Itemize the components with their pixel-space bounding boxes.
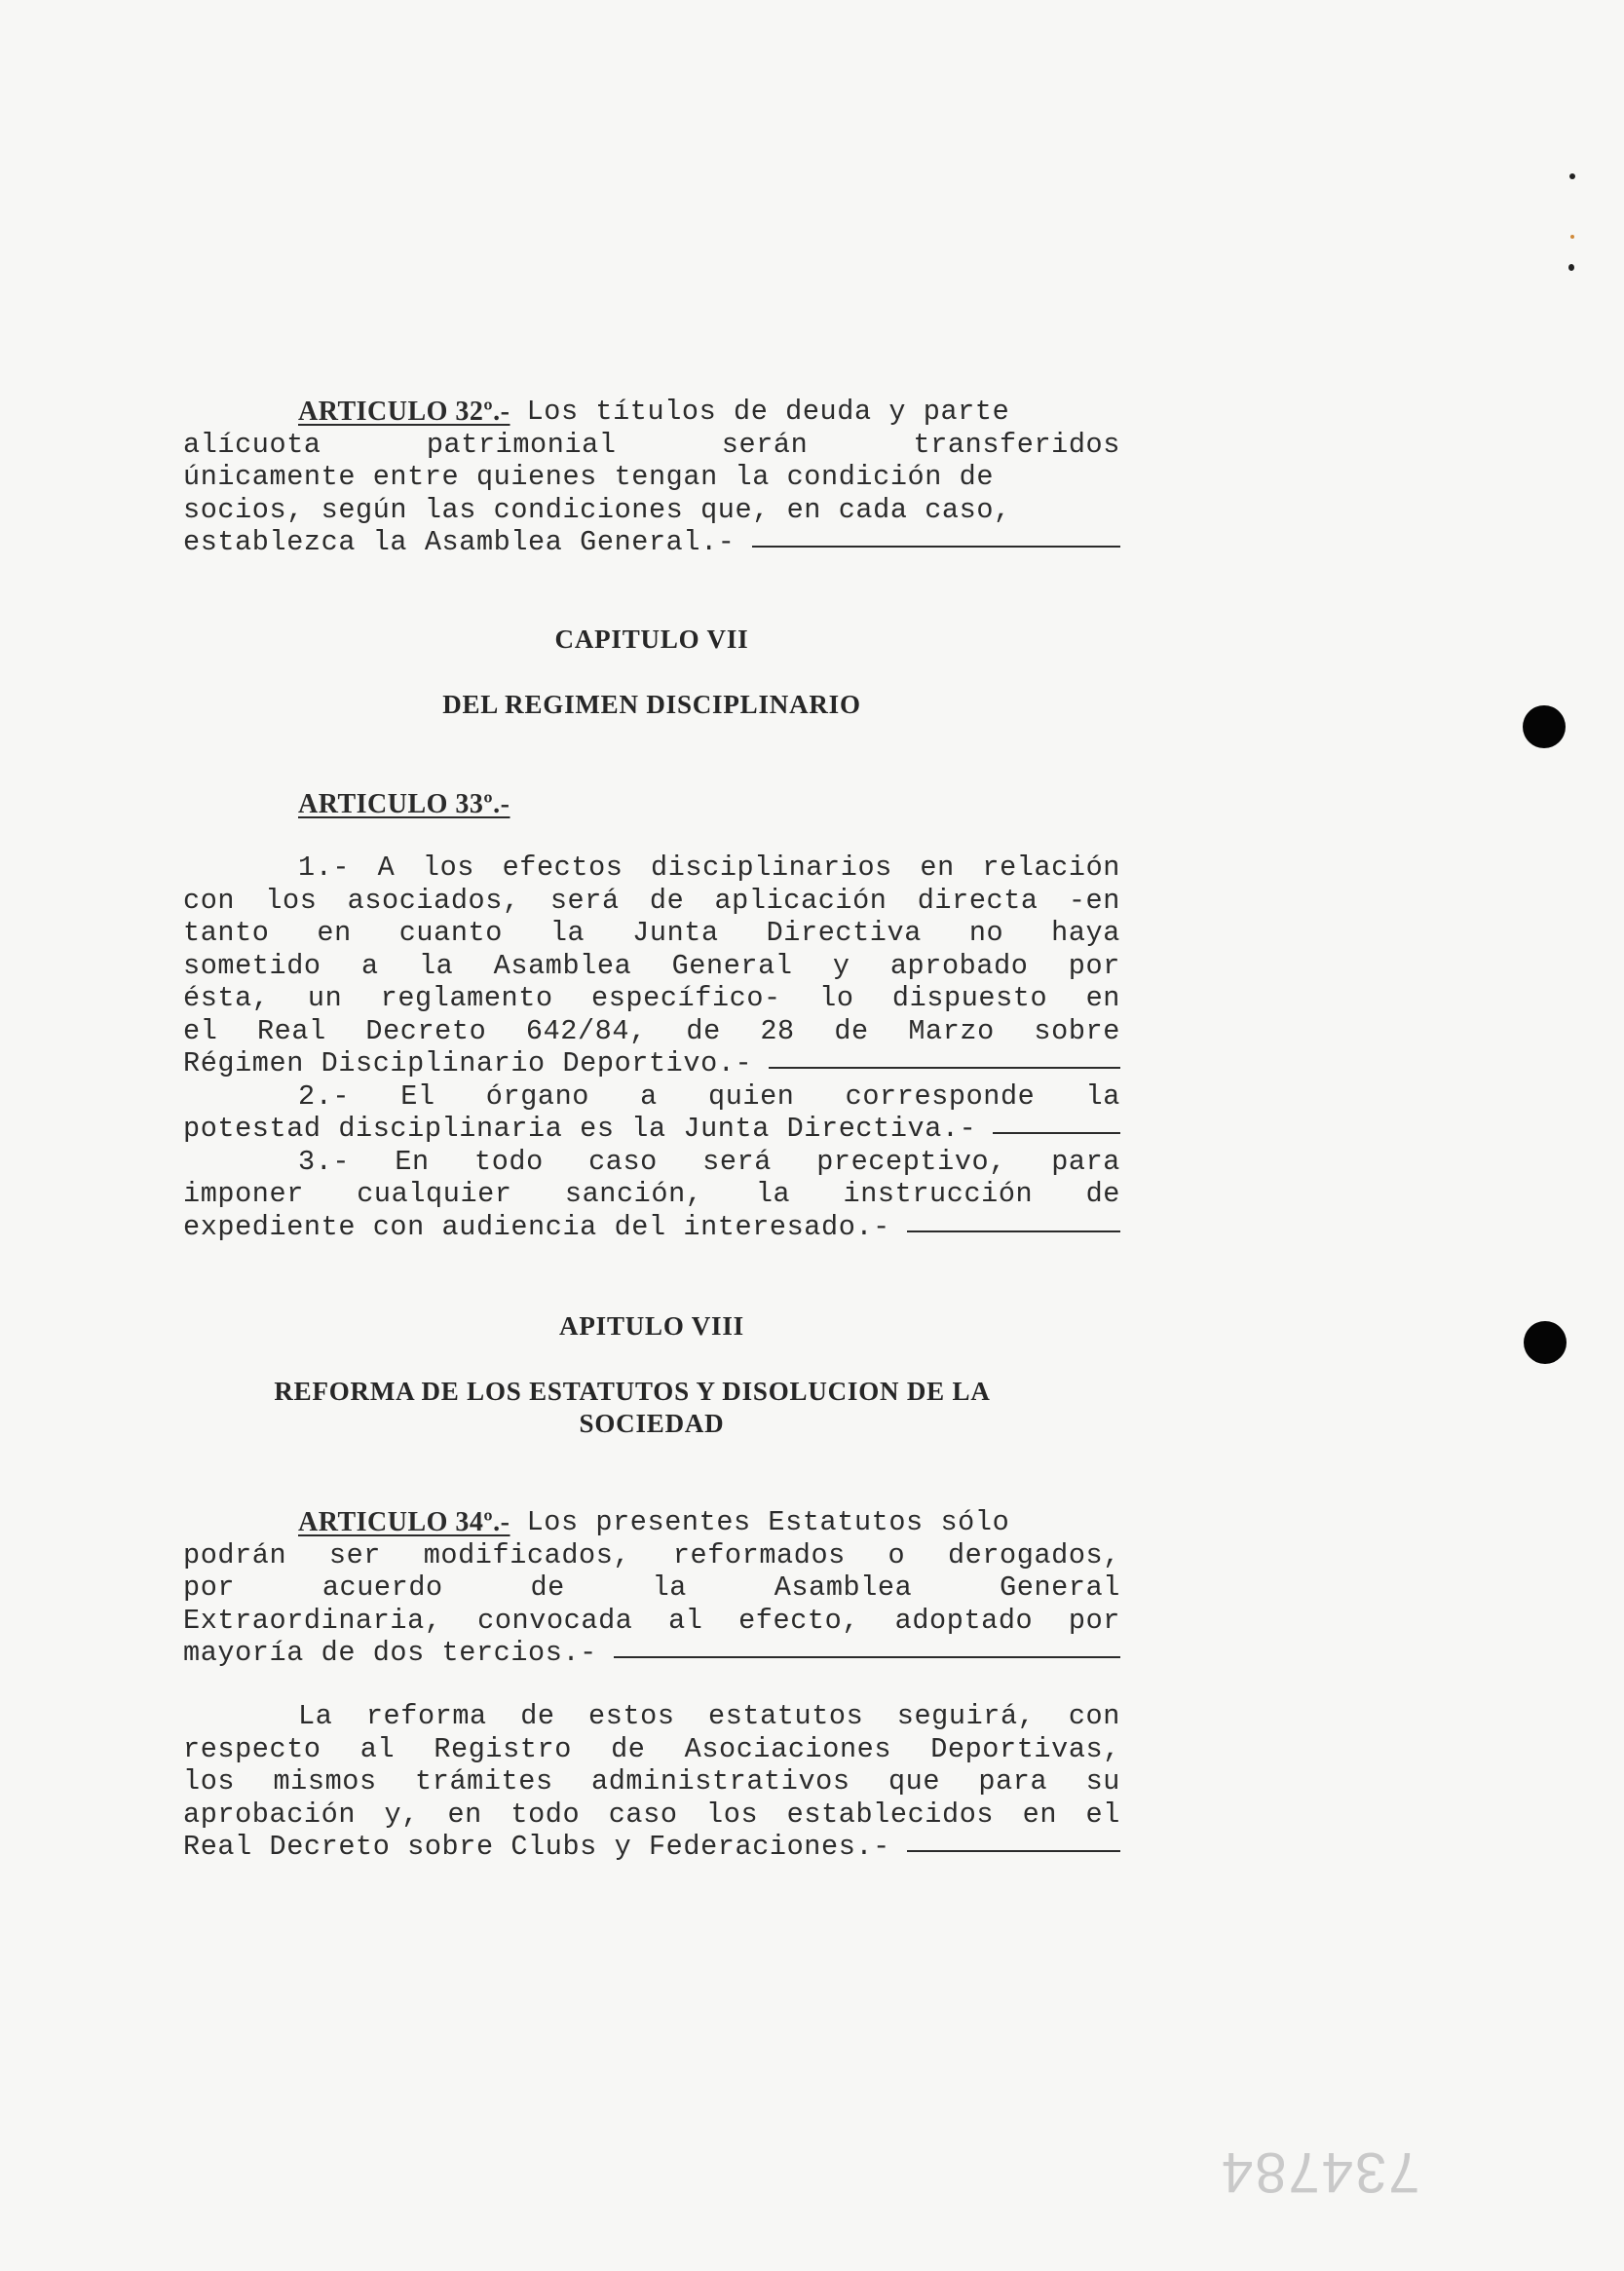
word: ésta,	[183, 982, 270, 1014]
article-33-p1-line-2	[183, 885, 1120, 918]
article-32-text-4: socios, según las condiciones que, en cada caso,	[183, 493, 1011, 526]
word: corresponde	[845, 1079, 1036, 1113]
word: podrán	[183, 1538, 287, 1571]
article-32-line-1	[183, 396, 1120, 429]
word: modificados,	[423, 1538, 631, 1571]
article-34-paragraph-2	[183, 1700, 1120, 1864]
article-34-p2-text-2	[183, 1733, 1120, 1766]
article-33-p1-text-1	[298, 852, 1120, 885]
word: en	[317, 917, 352, 949]
article-32-word-2: patrimonial	[426, 428, 617, 461]
word: adoptado	[894, 1604, 1034, 1637]
word: de	[649, 884, 685, 917]
chapter-7-subtitle: DEL REGIMEN DISCIPLINARIO	[442, 690, 861, 719]
article-33-p1-text-6	[183, 1015, 1120, 1048]
article-33-p1-line-5	[183, 982, 1120, 1015]
article-33-p3-line-2	[183, 1178, 1120, 1211]
word: asociados,	[347, 884, 520, 917]
article-33-p2-line-1	[183, 1080, 1120, 1114]
article-33-label: ARTICULO 33º.-	[298, 789, 510, 819]
article-32	[183, 396, 1120, 559]
word: de	[1085, 1178, 1120, 1210]
article-34-line-3	[183, 1571, 1120, 1605]
word: específico-	[591, 982, 781, 1014]
word: reforma	[365, 1700, 487, 1732]
speck-1	[1569, 173, 1575, 179]
word: estos	[588, 1700, 675, 1732]
word: será	[549, 884, 620, 917]
article-34-p2-text-4	[183, 1798, 1120, 1832]
article-34-p2-text-3	[183, 1765, 1120, 1798]
word: Asamblea	[774, 1571, 913, 1604]
word: por	[1068, 949, 1120, 982]
article-33-p1-text-3	[183, 917, 1120, 950]
article-34-p2-line-2	[183, 1733, 1120, 1766]
speck-2	[1570, 235, 1574, 239]
article-34-text-4	[183, 1605, 1120, 1638]
word: aprobado	[889, 949, 1029, 982]
fill-rule	[907, 1211, 1120, 1232]
word: Junta	[632, 917, 719, 949]
word: Directiva	[766, 917, 922, 949]
word: derogados,	[947, 1538, 1120, 1571]
article-34-text-2	[183, 1539, 1120, 1572]
article-34-p2-line-1	[183, 1700, 1120, 1733]
word: General	[1000, 1571, 1120, 1604]
word: por	[1068, 1604, 1120, 1637]
word: tanto	[183, 917, 270, 949]
word: los	[422, 852, 475, 884]
word: el	[1085, 1798, 1120, 1831]
article-33-body	[183, 852, 1120, 1243]
word: caso	[588, 1145, 658, 1178]
word: directa	[917, 884, 1039, 917]
word: en	[920, 852, 955, 884]
article-33-p1-text-2	[183, 885, 1120, 918]
word: sometido	[183, 949, 321, 982]
word: El	[400, 1079, 435, 1113]
article-34-p2-text-5: Real Decreto sobre Clubs y Federaciones.-	[183, 1831, 890, 1863]
word: convocada	[477, 1604, 633, 1637]
article-33-p3-text-2	[183, 1178, 1120, 1211]
article-33-p2-line-2	[183, 1113, 1120, 1146]
word: los	[706, 1798, 759, 1831]
word: a	[360, 949, 379, 982]
fill-rule	[769, 1047, 1120, 1069]
word: Asociaciones	[684, 1732, 892, 1765]
word: aprobación	[183, 1798, 357, 1831]
word: el	[183, 1014, 218, 1047]
fill-rule	[993, 1113, 1120, 1134]
article-33-p1-text-5	[183, 982, 1120, 1015]
word: lo	[819, 982, 854, 1014]
word: para	[1051, 1145, 1120, 1178]
word: Registro	[434, 1732, 572, 1765]
word: en	[1022, 1798, 1058, 1831]
article-33-p1-line-1	[183, 852, 1120, 885]
article-33-p3-text-3: expediente con audiencia del interesado.-	[183, 1210, 890, 1243]
article-33-p1-line-6	[183, 1015, 1120, 1048]
word: administrativos	[591, 1765, 850, 1798]
word: acuerdo	[321, 1571, 443, 1604]
chapter-7-title: CAPITULO VII	[554, 625, 749, 654]
word: 28	[760, 1014, 795, 1047]
word: disciplinarios	[651, 852, 892, 884]
word: en	[447, 1798, 482, 1831]
article-34-label: ARTICULO 34º.-	[298, 1507, 510, 1537]
word: respecto	[183, 1732, 321, 1765]
article-32-line-5	[183, 526, 1120, 559]
article-33-p1-text-4	[183, 950, 1120, 983]
word: no	[968, 917, 1004, 949]
article-32-line-2	[183, 429, 1120, 462]
article-34	[183, 1506, 1120, 1670]
word: con	[183, 884, 236, 917]
fill-rule	[614, 1637, 1120, 1658]
chapter-8-title: APITULO VIII	[559, 1311, 744, 1341]
article-32-line-3	[183, 461, 1120, 494]
word: Real	[256, 1014, 326, 1047]
word: Decreto	[365, 1014, 487, 1047]
article-32-text-5: establezca la Asamblea General.-	[183, 526, 736, 558]
word: preceptivo,	[816, 1145, 1006, 1178]
word: dispuesto	[891, 982, 1048, 1014]
fill-rule	[907, 1831, 1120, 1852]
article-33	[183, 788, 1120, 821]
punch-hole-top	[1523, 705, 1566, 748]
word: relación	[982, 852, 1120, 884]
article-32-label: ARTICULO 32º.-	[298, 397, 510, 427]
word: que	[888, 1765, 941, 1798]
article-33-p3-line-3	[183, 1211, 1120, 1244]
word: caso	[608, 1798, 678, 1831]
word: A	[377, 852, 396, 884]
word: la	[1085, 1079, 1120, 1113]
article-34-text-1: Los presentes Estatutos sólo	[526, 1506, 1010, 1538]
word: o	[888, 1538, 906, 1571]
word: mismos	[273, 1765, 377, 1798]
word: de	[520, 1700, 555, 1732]
word: Extraordinaria,	[183, 1604, 442, 1637]
word: La	[298, 1700, 333, 1732]
word: trámites	[415, 1765, 553, 1798]
word: con	[1068, 1700, 1120, 1732]
word: para	[978, 1765, 1048, 1798]
word: de	[530, 1571, 565, 1604]
word: imponer	[183, 1178, 304, 1210]
word: Asamblea	[493, 949, 632, 982]
word: de	[686, 1014, 721, 1047]
word: la	[652, 1571, 687, 1604]
chapter-8-subtitle-2: SOCIEDAD	[579, 1409, 725, 1438]
article-34-p2-line-5	[183, 1831, 1120, 1864]
word: los	[265, 884, 318, 917]
word: 3.-	[298, 1145, 351, 1178]
word: En	[395, 1145, 430, 1178]
punch-hole-bottom	[1524, 1321, 1567, 1364]
word: la	[549, 917, 585, 949]
word: por	[183, 1571, 236, 1604]
word: reglamento	[380, 982, 553, 1014]
word: de	[834, 1014, 869, 1047]
article-32-word-4: transferidos	[913, 428, 1120, 461]
word: a	[640, 1079, 658, 1113]
article-33-heading	[183, 788, 1120, 821]
word: 2.-	[298, 1079, 351, 1113]
article-34-p2-line-4	[183, 1798, 1120, 1832]
word: la	[418, 949, 454, 982]
word: sanción,	[564, 1178, 703, 1210]
word: 1.-	[298, 852, 351, 884]
article-33-p3-text-1	[298, 1146, 1120, 1179]
word: un	[307, 982, 343, 1014]
word: Deportivas,	[930, 1732, 1120, 1765]
word: quien	[708, 1079, 795, 1113]
word: órgano	[485, 1079, 590, 1113]
speck-3	[1568, 264, 1574, 271]
article-33-p2-text-1	[298, 1080, 1120, 1114]
article-33-p1-line-3	[183, 917, 1120, 950]
article-32-word-3: serán	[721, 428, 809, 461]
word: establecidos	[786, 1798, 995, 1831]
word: será	[702, 1145, 772, 1178]
article-34-line-4	[183, 1605, 1120, 1638]
article-34-p2-text-1	[298, 1700, 1120, 1733]
article-34-line-1	[183, 1506, 1120, 1539]
article-32-text-1: Los títulos de deuda y parte	[526, 396, 1010, 428]
article-33-p1-line-4	[183, 950, 1120, 983]
word: Marzo	[908, 1014, 995, 1047]
word: cualquier	[357, 1178, 512, 1210]
article-32-text-3: únicamente entre quienes tengan la condición de	[183, 461, 995, 493]
article-33-p3-line-1	[183, 1146, 1120, 1179]
word: en	[1085, 982, 1120, 1014]
fill-rule	[752, 526, 1120, 548]
article-32-word-1: alícuota	[183, 428, 321, 461]
word: haya	[1051, 917, 1120, 949]
word: cuanto	[398, 917, 503, 949]
article-32-line-4	[183, 494, 1120, 527]
word: General	[671, 949, 793, 982]
article-34-text-5: mayoría de dos tercios.-	[183, 1637, 597, 1669]
word: los	[183, 1765, 236, 1798]
word: sobre	[1034, 1014, 1120, 1047]
article-34-text-3	[183, 1571, 1120, 1605]
article-34-line-5	[183, 1637, 1120, 1670]
article-33-p1-line-7	[183, 1047, 1120, 1080]
word: la	[755, 1178, 791, 1210]
article-34-line-2	[183, 1539, 1120, 1572]
chapter-8-subtitle-1: REFORMA DE LOS ESTATUTOS Y DISOLUCION DE LA	[274, 1377, 991, 1406]
article-33-p1-text-7: Régimen Disciplinario Deportivo.-	[183, 1047, 753, 1079]
word: estatutos	[708, 1700, 864, 1732]
word: y,	[384, 1798, 419, 1831]
word: de	[611, 1732, 646, 1765]
word: y	[832, 949, 850, 982]
word: seguirá,	[896, 1700, 1036, 1732]
word: al	[359, 1732, 396, 1765]
word: aplicación	[714, 884, 888, 917]
word: reformados	[672, 1538, 846, 1571]
word: -en	[1068, 884, 1120, 917]
word: al	[668, 1604, 703, 1637]
bleed-through-stamp: 734784	[1220, 2140, 1420, 2204]
word: todo	[474, 1145, 544, 1178]
article-34-p2-line-3	[183, 1765, 1120, 1798]
word: efectos	[502, 852, 623, 884]
word: todo	[510, 1798, 581, 1831]
word: 642/84,	[525, 1014, 647, 1047]
word: ser	[328, 1538, 382, 1571]
word: instrucción	[843, 1178, 1034, 1210]
article-33-p2-text-2: potestad disciplinaria es la Junta Directiva.-	[183, 1113, 977, 1145]
word: su	[1085, 1765, 1120, 1798]
word: efecto,	[738, 1604, 860, 1637]
